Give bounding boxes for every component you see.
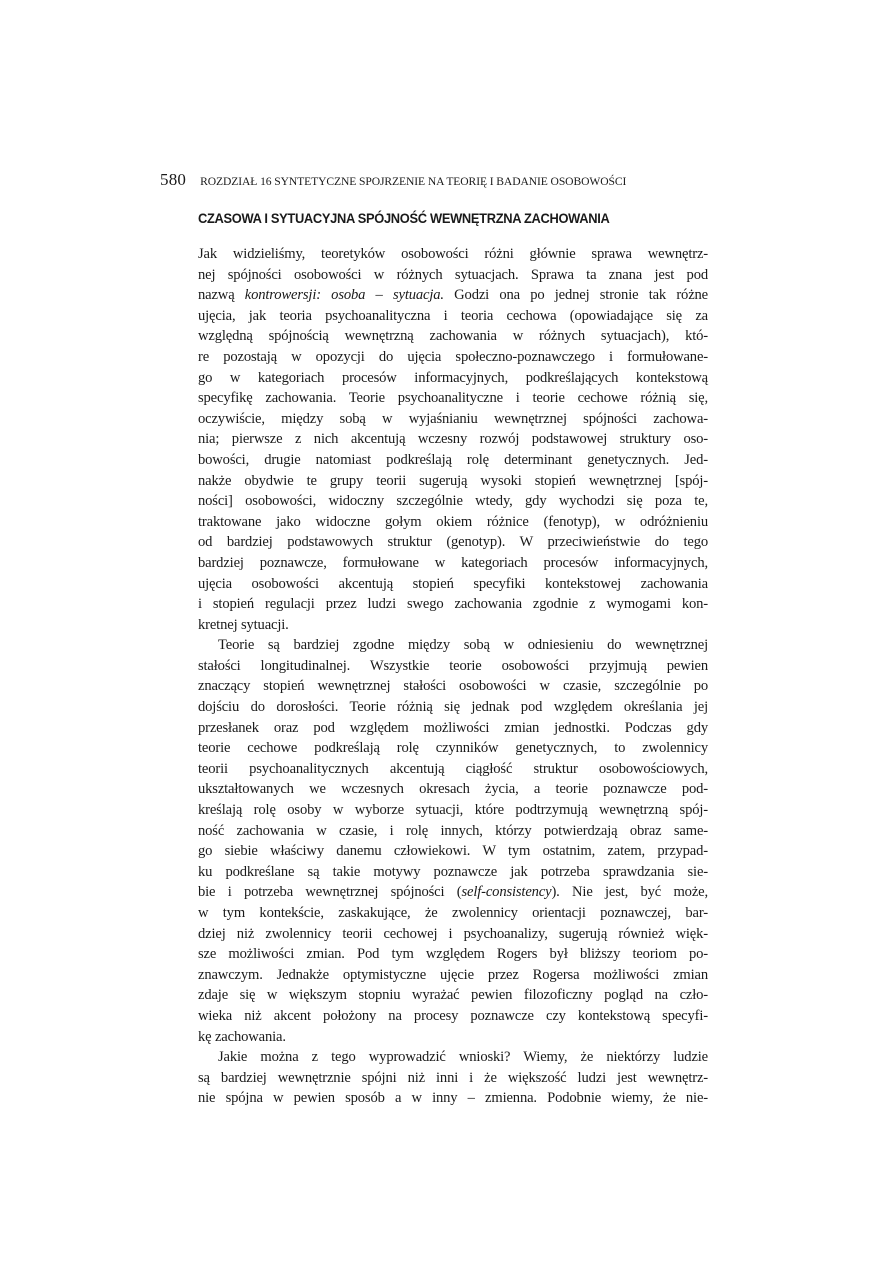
text-line [198, 676, 708, 697]
text-segment: Jak widzieliśmy, teoretyków osobowości różni głównie sprawa wewnętrz- [198, 246, 708, 262]
text-segment: kretnej sytuacji. [198, 616, 289, 633]
text-segment: go w kategoriach procesów informacyjnych, podkreślających kontekstową [198, 369, 708, 386]
text-segment: Jakie można z tego wyprowadzić wnioski? Wiemy, że niektórzy ludzie [218, 1049, 708, 1066]
text-segment: ność zachowania w czasie, i rolę innych, którzy potwierdzają obraz same- [198, 822, 708, 839]
section-heading: CZASOWA I SYTUACYJNA SPÓJNOŚĆ WEWNĘTRZNA ZACHOWANIA [198, 210, 610, 226]
running-title: ROZDZIAŁ 16 SYNTETYCZNE SPOJRZENIE NA TEORIĘ I BADANIE OSOBOWOŚCI [200, 175, 627, 188]
text-line [198, 821, 708, 842]
text-segment: stałości longitudinalnej. Wszystkie teorie osobowości przyjmują pewien [198, 657, 708, 674]
text-line [198, 409, 708, 430]
text-line [198, 944, 708, 965]
text-line [198, 656, 708, 677]
text-segment: dziej niż zwolennicy teorii cechowej i psychoanalizy, sugerują również więk- [198, 925, 708, 942]
text-line [198, 574, 708, 595]
text-segment: Teorie są bardziej zgodne między sobą w odniesieniu do wewnętrznej [218, 637, 708, 654]
text-line [198, 615, 708, 636]
text-line [198, 1006, 708, 1027]
text-line [198, 368, 708, 389]
text-line [198, 965, 708, 986]
text-segment: sze możliwości zmian. Pod tym względem Rogers był bliższy teoriom po- [198, 946, 708, 963]
text-segment: Godzi ona po jednej stronie tak różne [443, 287, 708, 304]
text-line [198, 429, 708, 450]
italic-term: self-consistency [461, 884, 552, 901]
text-segment: nej spójności osobowości w różnych sytuacjach. Sprawa ta znana jest pod [198, 266, 708, 283]
text-line [198, 985, 708, 1006]
text-line [198, 347, 708, 368]
text-segment: go siebie właściwy danemu człowiekowi. W tym ostatnim, zatem, przypad- [198, 843, 708, 860]
text-line [198, 882, 708, 903]
text-line [198, 265, 708, 286]
text-segment: bowości, drugie natomiast podkreślają rolę determinant genetycznych. Jed- [198, 451, 708, 468]
text-line [198, 1068, 708, 1089]
text-segment: bardziej poznawcze, formułowane w kategoriach procesów informacyjnych, [198, 554, 708, 571]
text-line [198, 1088, 708, 1109]
text-segment: dojściu do dorosłości. Teorie różnią się jednak pod względem określania jej [198, 699, 708, 716]
text-line [198, 862, 708, 883]
text-line [198, 718, 708, 739]
italic-term: kontrowersji: osoba – sytuacja. [244, 287, 444, 304]
text-line [198, 924, 708, 945]
text-segment: są bardziej wewnętrznie spójni niż inni i że większość ludzi jest wewnętrz- [198, 1069, 708, 1086]
text-segment: bie i potrzeba wewnętrznej spójności ( [198, 884, 462, 901]
text-segment: nie spójna w pewien sposób a w inny – zmienna. Podobnie wiemy, że nie- [198, 1090, 708, 1107]
text-segment: oczywiście, między sobą w wyjaśnianiu wewnętrznej spójności zachowa- [198, 410, 708, 427]
text-line [198, 841, 708, 862]
body-text [198, 244, 708, 1109]
text-segment: i stopień regulacji przez ludzi swego zachowania zgodnie z wymogami kon- [198, 596, 708, 613]
text-segment: teorii psychoanalitycznych akcentują ciągłość struktur osobowościowych, [198, 760, 708, 777]
text-segment: przesłanek oraz pod względem możliwości zmian jednostki. Podczas gdy [198, 719, 708, 736]
paragraph [198, 635, 708, 1047]
text-line [198, 800, 708, 821]
text-line [198, 779, 708, 800]
text-line [198, 697, 708, 718]
text-segment: specyfikę zachowania. Teorie psychoanalityczne i teorie cechowe różnią się, [198, 390, 708, 407]
text-segment: ). Nie jest, być może, [551, 884, 708, 901]
text-segment: teorie cechowe podkreślają rolę czynników genetycznych, to zwolennicy [198, 740, 708, 757]
text-line [198, 285, 708, 306]
text-line [198, 471, 708, 492]
text-line [198, 1027, 708, 1048]
text-line [198, 1047, 708, 1068]
paragraph [198, 1047, 708, 1109]
paragraph [198, 244, 708, 635]
text-segment: nia; pierwsze z nich akcentują wczesny rozwój podstawowej struktury oso- [198, 431, 708, 448]
text-line [198, 532, 708, 553]
text-segment: wieka niż akcent położony na procesy poznawcze czy kontekstową specyfi- [198, 1007, 708, 1024]
text-segment: traktowane jako widoczne gołym okiem różnice (fenotyp), w odróżnieniu [198, 513, 708, 530]
text-segment: nakże obydwie te grupy teorii sugerują wysoki stopień wewnętrznej [spój- [198, 472, 708, 489]
text-line [198, 594, 708, 615]
text-segment: ności] osobowości, widoczny szczególnie wtedy, gdy wychodzi się poza te, [198, 493, 708, 510]
text-line [198, 759, 708, 780]
text-line [198, 635, 708, 656]
text-segment: kreślają rolę osoby w wyborze sytuacji, które podtrzymują wewnętrzną spój- [198, 802, 708, 819]
text-line [198, 553, 708, 574]
text-line [198, 491, 708, 512]
text-segment: względną spójnością wewnętrzną zachowania w różnych sytuacjach), któ- [198, 328, 708, 345]
text-line [198, 326, 708, 347]
text-line [198, 738, 708, 759]
text-line [198, 244, 708, 265]
text-segment: zdaje się w większym stopniu wyrażać pewien filozoficzny pogląd na czło- [198, 987, 708, 1004]
text-segment: ku podkreślane są takie motywy poznawcze jak potrzeba sprawdzania sie- [198, 863, 708, 880]
text-segment: znaczący stopień wewnętrznej stałości osobowości w czasie, szczególnie po [198, 678, 708, 695]
text-segment: znawczym. Jednakże optymistyczne ujęcie przez Rogersa możliwości zmian [198, 966, 708, 983]
text-segment: ujęcia osobowości akcentują stopień specyfiki kontekstowej zachowania [198, 575, 708, 592]
text-segment: re pozostają w opozycji do ujęcia społeczno-poznawczego i formułowane- [198, 348, 708, 365]
running-header [160, 170, 720, 194]
text-segment: nazwą [198, 287, 245, 304]
page-number: 580 [160, 170, 187, 189]
text-segment: ujęcia, jak teoria psychoanalityczna i teoria cechowa (opowiadające się za [198, 307, 708, 324]
text-line [198, 450, 708, 471]
text-segment: ukształtowanych we wczesnych okresach życia, a teorie poznawcze pod- [198, 781, 708, 798]
text-segment: od bardziej podstawowych struktur (genotyp). W przeciwieństwie do tego [198, 534, 708, 551]
text-line [198, 388, 708, 409]
text-segment: kę zachowania. [198, 1028, 286, 1045]
text-segment: w tym kontekście, zaskakujące, że zwolennicy orientacji poznawczej, bar- [198, 905, 708, 921]
text-line [198, 512, 708, 533]
text-line [198, 306, 708, 327]
text-line [198, 903, 708, 924]
